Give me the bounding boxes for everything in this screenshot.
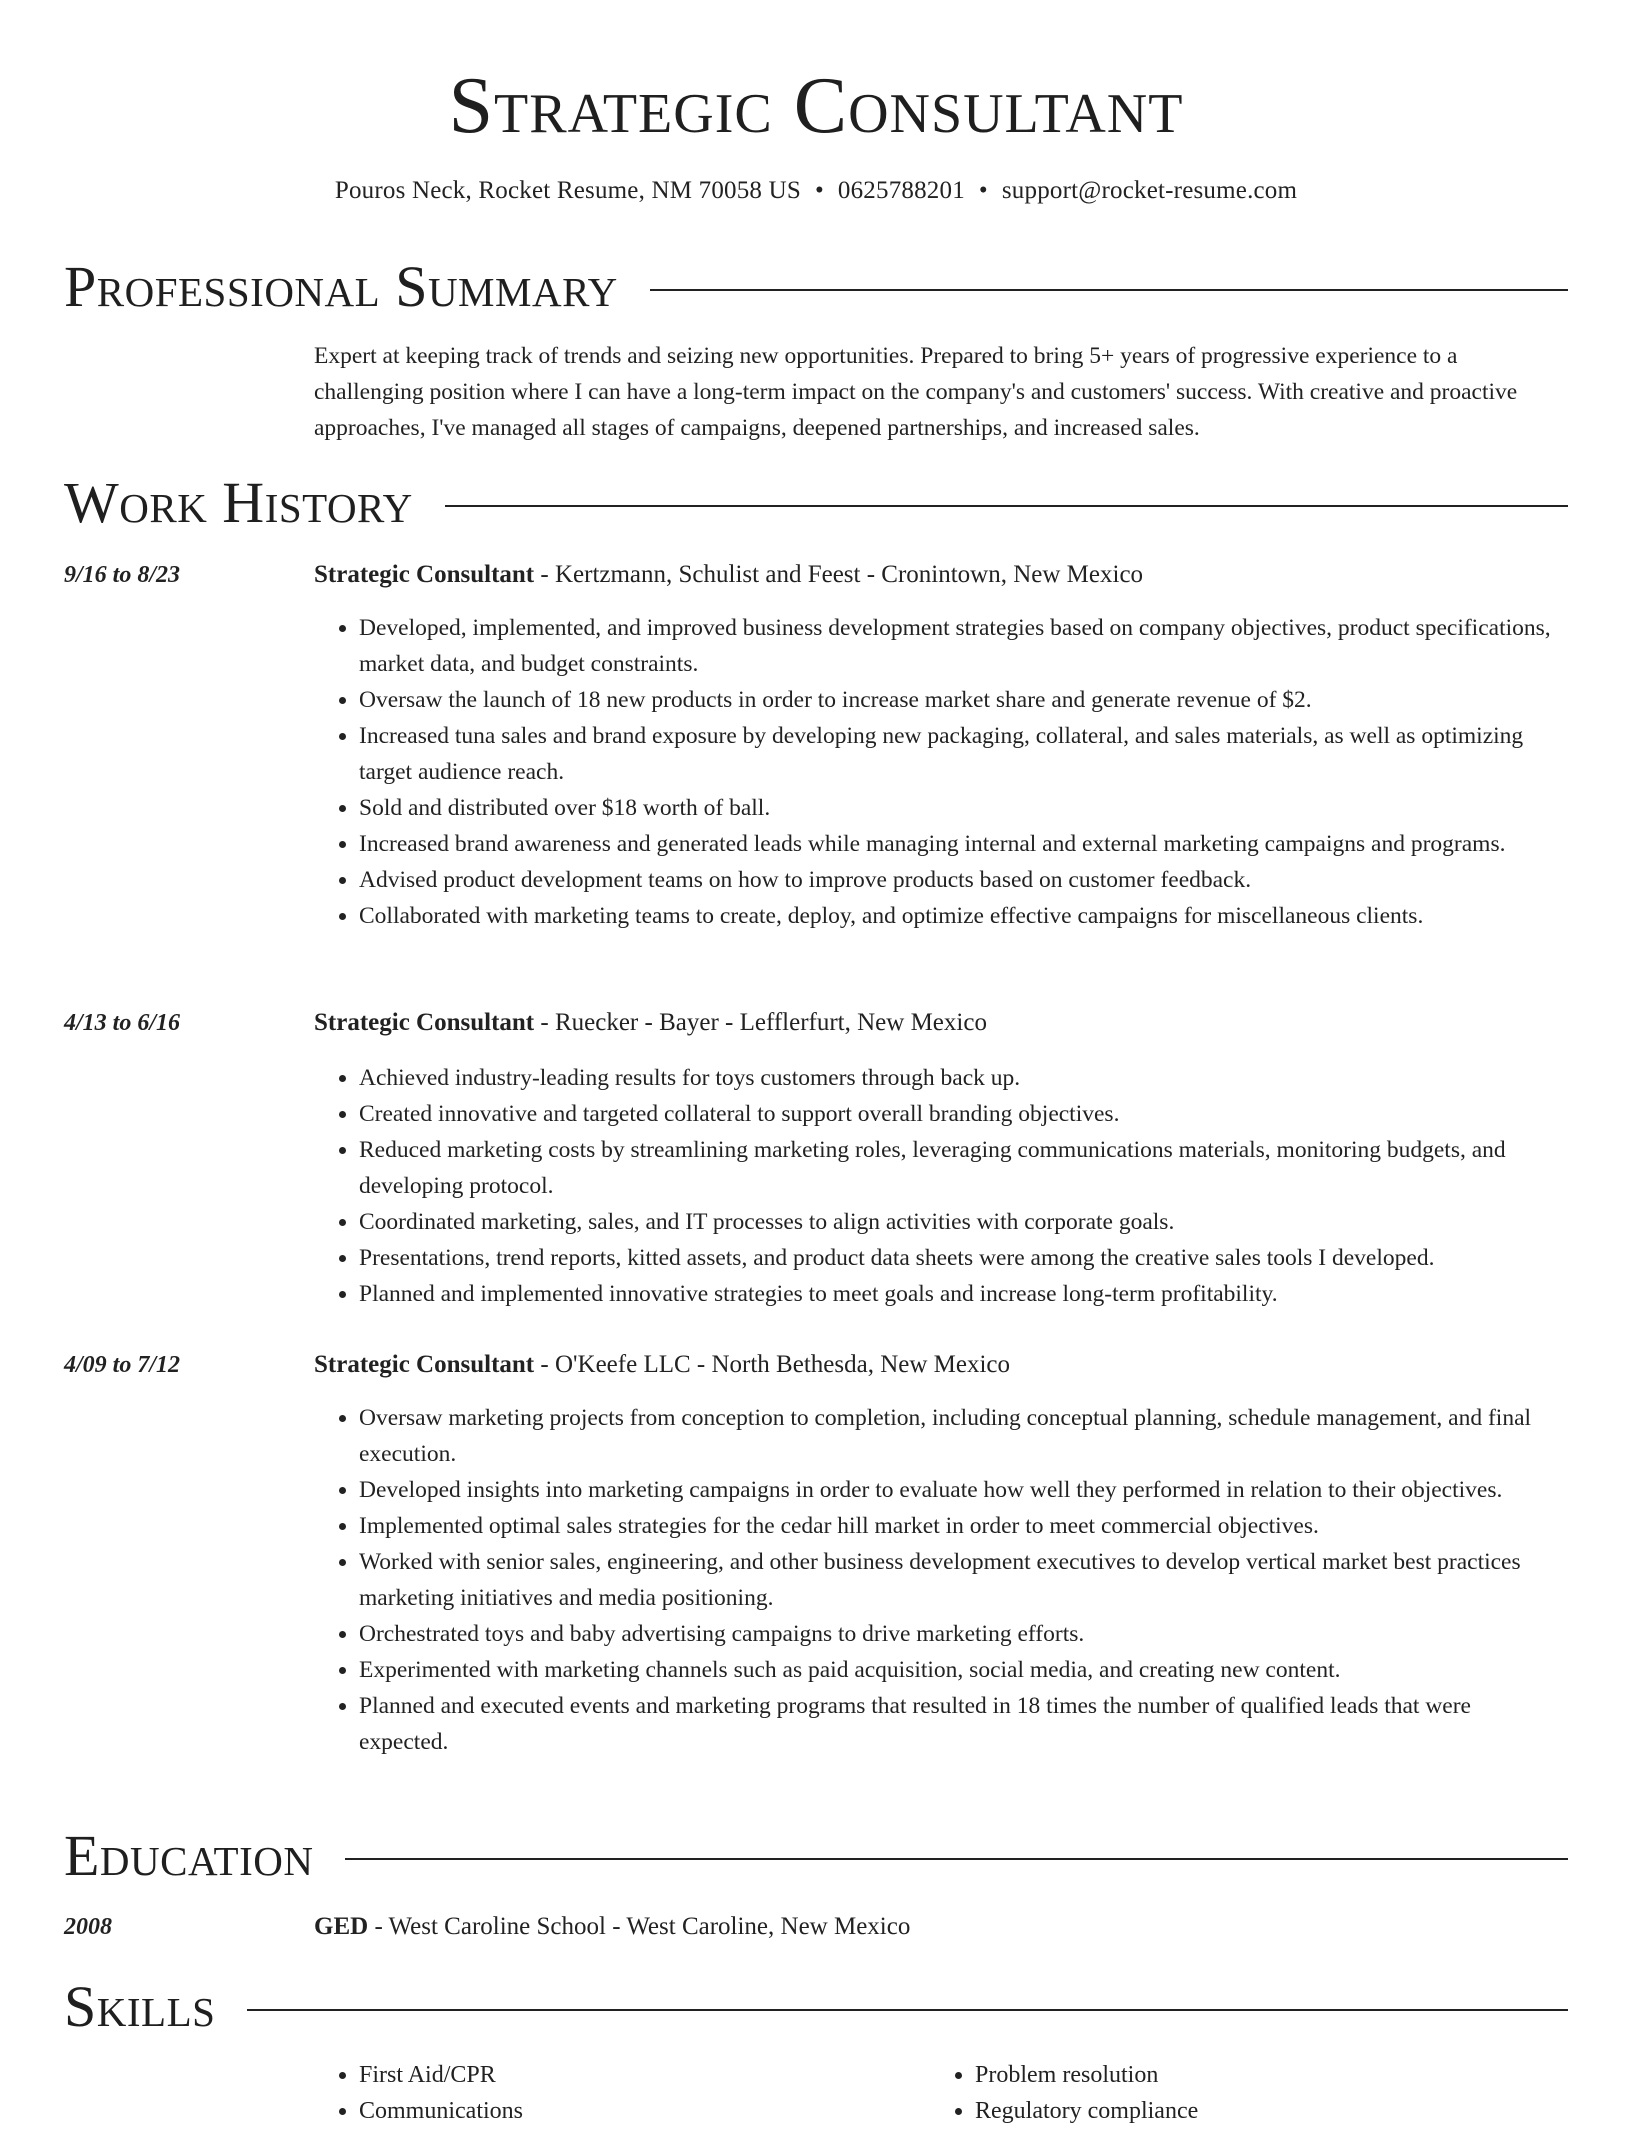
section-divider — [247, 2009, 1568, 2011]
job-bullet: • Sold and distributed over $18 worth of ball. — [359, 790, 1554, 826]
section-title-summary: Professional Summary — [64, 254, 618, 319]
job-bullet: • Coordinated marketing, sales, and IT processes to align activities with corporate goals. — [359, 1204, 1554, 1240]
contact-email[interactable]: support@rocket-resume.com — [1001, 177, 1298, 204]
job-bullet: • Created innovative and targeted collateral to support overall branding objectives. — [359, 1096, 1554, 1132]
contact-address: Pouros Neck, Rocket Resume, NM 70058 US — [334, 177, 801, 204]
job-company-location: - Kertzmann, Schulist and Feest - Cronintown, New Mexico — [534, 561, 1144, 588]
job-bullet: • Orchestrated toys and baby advertising campaigns to drive marketing efforts. — [359, 1616, 1554, 1652]
skills-list — [930, 2057, 1490, 2129]
job-bullet: • Developed insights into marketing campaigns in order to evaluate how well they performed in relation to their objectives. — [359, 1472, 1554, 1508]
contact-line — [0, 173, 1632, 209]
section-header-education — [64, 1823, 1568, 1889]
section-divider — [445, 505, 1568, 507]
job-bullet: • Planned and executed events and marketing programs that resulted in 18 times the number of qualified leads that were expected. — [359, 1688, 1554, 1760]
job-bullet: • Increased brand awareness and generated leads while managing internal and external marketing campaigns and programs. — [359, 826, 1554, 862]
job-title: Strategic Consultant — [314, 1351, 535, 1378]
job-bullet: • Achieved industry-leading results for toys customers through back up. — [359, 1060, 1554, 1096]
job-title: Strategic Consultant — [314, 1009, 535, 1036]
job-dates: 9/16 to 8/23 — [64, 562, 181, 588]
section-divider — [345, 1858, 1568, 1860]
skill-item: • First Aid/CPR — [359, 2057, 874, 2093]
job-bullet: • Experimented with marketing channels such as paid acquisition, social media, and creating new content. — [359, 1652, 1554, 1688]
job-heading — [314, 1006, 987, 1040]
section-header-work — [64, 470, 1568, 536]
job-bullet: • Advised product development teams on how to improve products based on customer feedback. — [359, 862, 1554, 898]
job-company-location: - Ruecker - Bayer - Lefflerfurt, New Mexico — [534, 1009, 987, 1036]
skills-column-left — [314, 2057, 874, 2129]
job-bullet: • Increased tuna sales and brand exposure by developing new packaging, collateral, and sales materials, as well as optimizing target audience reach. — [359, 718, 1554, 790]
education-heading — [314, 1910, 910, 1944]
job-company-location: - O'Keefe LLC - North Bethesda, New Mexico — [534, 1351, 1011, 1378]
job-heading — [314, 558, 1143, 592]
section-title-work: Work History — [64, 470, 413, 535]
job-dates: 4/13 to 6/16 — [64, 1010, 181, 1036]
job-bullet: • Oversaw the launch of 18 new products in order to increase market share and generate revenue of $2. — [359, 682, 1554, 718]
job-bullet: • Implemented optimal sales strategies for the cedar hill market in order to meet commercial objectives. — [359, 1508, 1554, 1544]
job-bullets — [314, 610, 1554, 934]
job-bullets — [314, 1060, 1554, 1312]
job-bullet: • Planned and implemented innovative strategies to meet goals and increase long-term profitability. — [359, 1276, 1554, 1312]
skills-column-right — [930, 2057, 1490, 2129]
job-bullet: • Reduced marketing costs by streamlining marketing roles, leveraging communications materials, monitoring budgets, and developing protocol. — [359, 1132, 1554, 1204]
job-bullets — [314, 1400, 1554, 1760]
job-bullet: • Developed, implemented, and improved business development strategies based on company objectives, product specifications, market data, and budget constraints. — [359, 610, 1554, 682]
summary-text: Expert at keeping track of trends and seizing new opportunities. Prepared to bring 5+ years of progressive experience to a challenging position where I can have a long-term impact on the company's and customers' success. With creative and proactive approaches, I've managed all stages of campaigns, deepened partnerships, and increased sales. — [314, 343, 1518, 441]
contact-phone: 0625788201 — [837, 177, 965, 204]
contact-separator: • — [978, 177, 988, 204]
skill-item: • Problem resolution — [975, 2057, 1490, 2093]
section-title-skills: Skills — [64, 1974, 216, 2039]
job-title: Strategic Consultant — [314, 561, 535, 588]
skills-list — [314, 2057, 874, 2129]
job-dates: 4/09 to 7/12 — [64, 1352, 181, 1378]
skill-item: • Communications — [359, 2093, 874, 2129]
education-school-location: - West Caroline School - West Caroline, New Mexico — [368, 1913, 911, 1940]
job-bullet: • Worked with senior sales, engineering, and other business development executives to develop vertical market best practices marketing initiatives and media positioning. — [359, 1544, 1554, 1616]
skill-item: • Regulatory compliance — [975, 2093, 1490, 2129]
job-bullet: • Collaborated with marketing teams to create, deploy, and optimize effective campaigns for miscellaneous clients. — [359, 898, 1554, 934]
job-bullet: • Oversaw marketing projects from conception to completion, including conceptual planning, schedule management, and final execution. — [359, 1400, 1554, 1472]
section-title-education: Education — [64, 1823, 314, 1888]
candidate-name: Strategic Consultant — [448, 62, 1184, 150]
section-divider — [650, 289, 1568, 291]
section-header-skills — [64, 1974, 1568, 2040]
education-degree: GED — [314, 1913, 369, 1940]
job-bullet: • Presentations, trend reports, kitted assets, and product data sheets were among the creative sales tools I developed. — [359, 1240, 1554, 1276]
job-heading — [314, 1348, 1010, 1382]
section-header-summary — [64, 254, 1568, 320]
education-year: 2008 — [64, 1914, 112, 1940]
contact-separator: • — [814, 177, 824, 204]
